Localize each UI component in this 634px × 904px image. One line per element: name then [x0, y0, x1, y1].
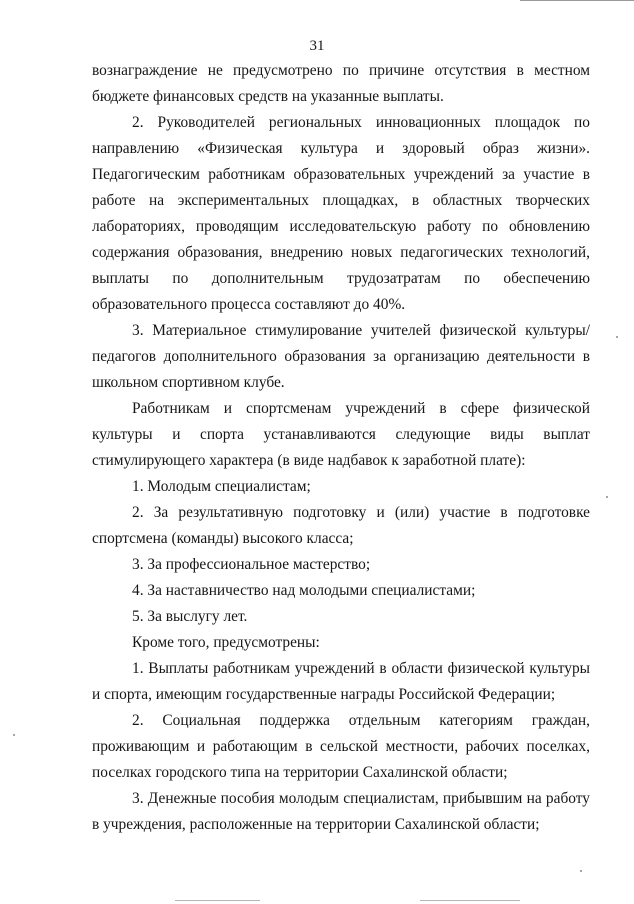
page-number: 31 — [309, 38, 325, 54]
paragraph-sport-payments-intro: Работникам и спортсменам учреждений в сфере физической культуры и спорта устанавливаются следующие виды выплат стимулирующего характера (в виде надбавок к заработной плате): — [92, 400, 590, 469]
list-item-young-specialist-allowances: 3. Денежные пособия молодым специалистам, прибывшим на работу в учреждения, расположенные на территории Сахалинской области; — [92, 790, 590, 833]
list-item-professional-skill: 3. За профессиональное мастерство; — [132, 556, 371, 573]
scan-speck — [616, 336, 618, 338]
paragraph-item-3-material-incentive: 3. Материальное стимулирование учителей физической культуры/педагогов дополнительного образования за организацию деятельности в школьном спортивном клубе. — [92, 322, 590, 391]
document-body — [92, 58, 590, 838]
list-item-length-of-service: 5. За выслугу лет. — [132, 608, 248, 625]
scan-edge-bottom-line — [420, 900, 520, 901]
scan-speck — [606, 496, 608, 498]
paragraph-additionally: Кроме того, предусмотрены: — [132, 634, 320, 651]
paragraph-continuation: вознаграждение не предусмотрено по причине отсутствия в местном бюджете финансовых средств на указанные выплаты. — [92, 62, 590, 105]
scan-speck — [13, 734, 15, 736]
list-item-mentoring: 4. За наставничество над молодыми специалистами; — [132, 582, 476, 599]
list-item-young-specialists: 1. Молодым специалистам; — [132, 478, 311, 495]
scan-edge-top-line — [520, 0, 634, 1]
list-item-social-support: 2. Социальная поддержка отдельным категориям граждан, проживающим и работающим в сельской местности, рабочих поселках, поселках городского типа на территории Сахалинской области; — [92, 712, 590, 781]
scan-edge-bottom-line — [175, 900, 260, 901]
list-item-state-awards: 1. Выплаты работникам учреждений в области физической культуры и спорта, имеющим государственные награды Российской Федерации; — [92, 660, 590, 703]
list-item-athlete-training: 2. За результативную подготовку и (или) участие в подготовке спортсмена (команды) высокого класса; — [92, 504, 590, 547]
paragraph-item-2-innovation-sites: 2. Руководителей региональных инновационных площадок по направлению «Физическая культура и здоровый образ жизни». Педагогическим работникам образовательных учреждений за участие в работе на экспериментальных площадках, в областных творческих лабораториях, проводящим исследовательскую работу по обновлению содержания образования, внедрению новых педагогических технологий, выплаты по дополнительным трудозатратам по обеспечению образовательного процесса составляют до 40%. — [92, 114, 590, 313]
scan-speck — [580, 870, 582, 872]
